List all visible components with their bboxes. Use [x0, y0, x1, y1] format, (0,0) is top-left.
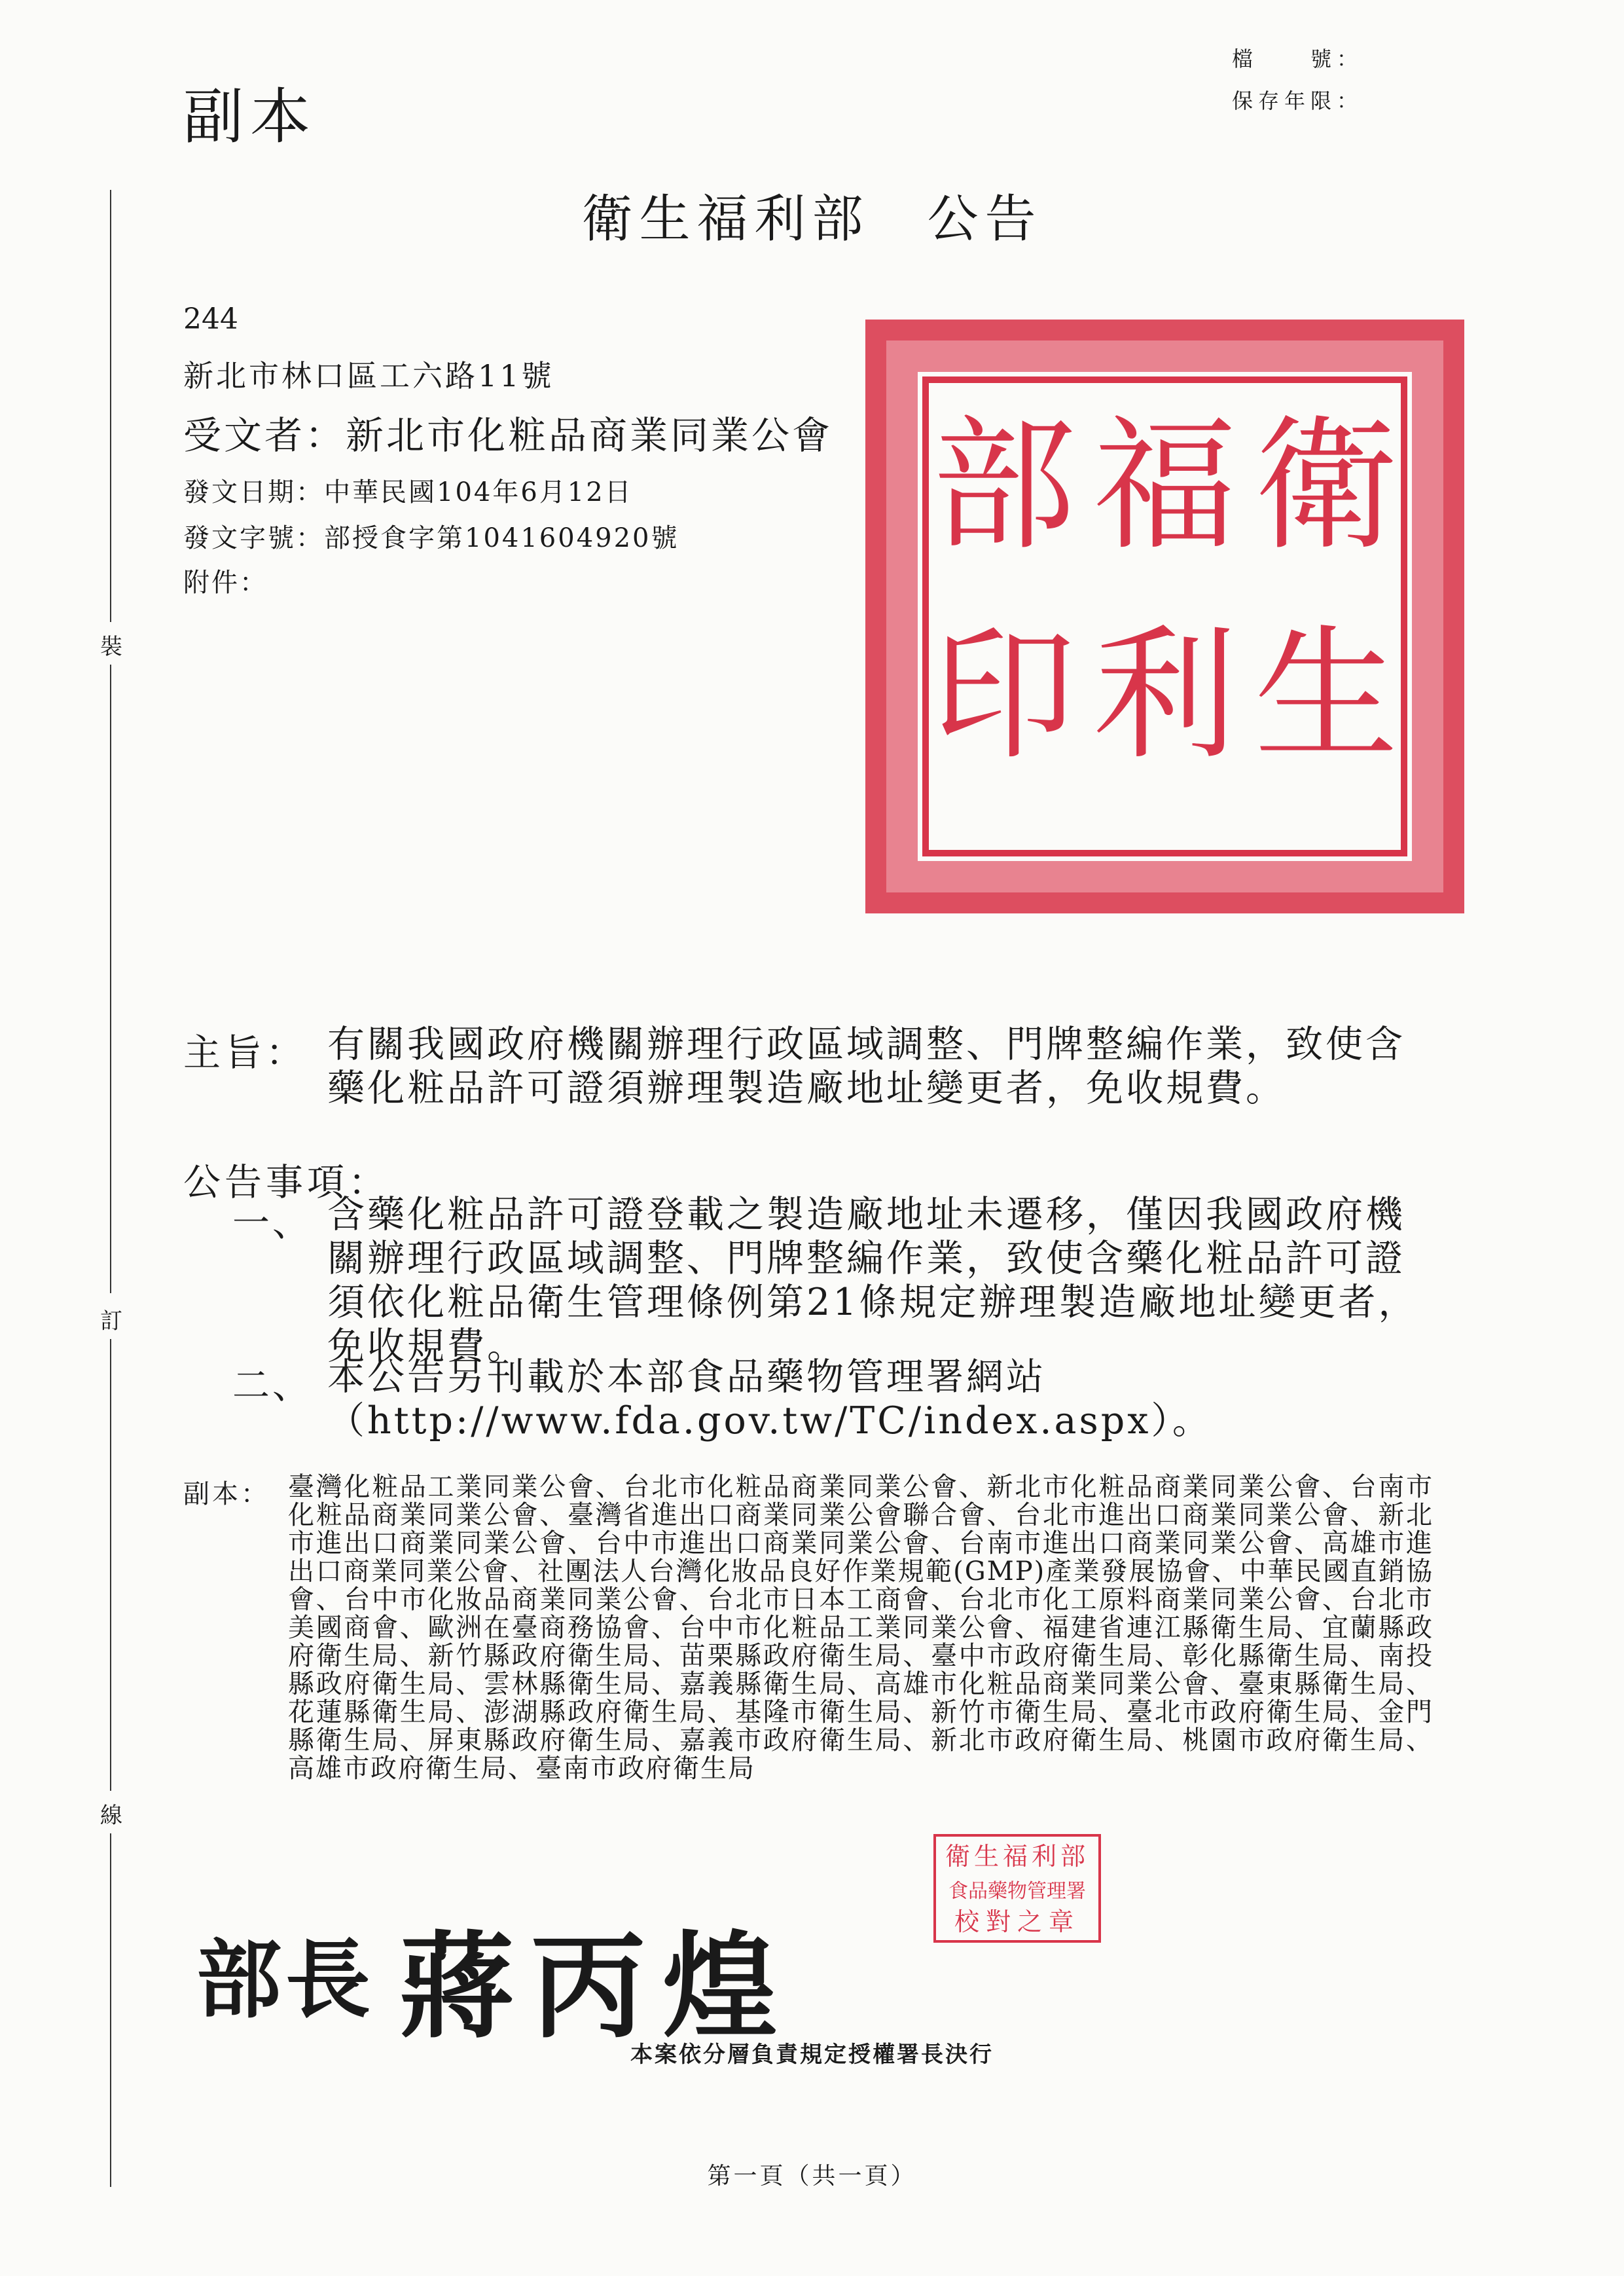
page-number: 第一頁（共一頁）	[707, 2163, 917, 2190]
signature-name: 蔣丙煌	[399, 1920, 794, 2054]
item-2-text: 本公告另刊載於本部食品藥物管理署網站（http://www.fda.gov.tw/TC/index.aspx）。	[327, 1355, 1212, 1442]
items-label: 公告事項：	[183, 1161, 389, 1204]
recipient-address: 新北市林口區工六路11號	[183, 358, 554, 394]
postcode: 244	[183, 303, 238, 336]
binding-mark-xian: 線	[98, 1797, 124, 1829]
attachment: 附件：	[183, 568, 268, 598]
item-1-number: 一、	[232, 1202, 312, 1245]
seal-small-line1: 衛生福利部	[945, 1842, 1090, 1871]
cc-label: 副本：	[183, 1479, 270, 1509]
seal-small-line2: 食品藥物管理署	[948, 1880, 1086, 1903]
seal-char-4: 利	[1092, 612, 1238, 779]
seal-char-5: 部	[931, 402, 1077, 570]
retention-label: 保存年限：	[1232, 88, 1363, 113]
file-meta	[1232, 38, 1363, 122]
issue-number: 發文字號：部授食字第1041604920號	[183, 523, 679, 553]
item-2-number: 二、	[232, 1364, 312, 1407]
issue-date: 發文日期：中華民國104年6月12日	[183, 477, 633, 507]
seal-char-6: 印	[931, 612, 1077, 779]
document-title: 衛生福利部 公告	[581, 190, 1043, 249]
delegation-note: 本案依分層負責規定授權署長決行	[630, 2042, 994, 2068]
subject-text: 有關我國政府機關辦理行政區域調整、門牌整編作業，致使含藥化粧品許可證須辦理製造廠地址變更者，免收規費。	[327, 1023, 1405, 1110]
binding-mark-zhuang: 裝	[98, 629, 124, 661]
official-seal	[865, 320, 1464, 913]
seal-small-line3: 校對之章	[954, 1907, 1081, 1936]
copy-mark: 副本	[183, 82, 317, 152]
seal-char-1: 衛	[1254, 402, 1399, 570]
recipient-name: 受文者：新北市化粧品商業同業公會	[183, 413, 833, 458]
proofreading-seal	[933, 1833, 1102, 1943]
item-1-text: 含藥化粧品許可證登載之製造廠地址未遷移，僅因我國政府機關辦理行政區域調整、門牌整編作業，致使含藥化粧品許可證須依化粧品衛生管理條例第21條規定辦理製造廠地址變更者，免收規費。	[327, 1193, 1418, 1368]
binding-mark-ding: 訂	[98, 1303, 124, 1335]
signature-title: 部長	[196, 1930, 375, 2030]
binding-margin	[98, 190, 124, 2187]
cc-text: 臺灣化粧品工業同業公會、台北市化粧品商業同業公會、新北市化粧品商業同業公會、台南市化粧品商業同業公會、臺灣省進出口商業同業公會聯合會、台北市進出口商業同業公會、新北市進出口商業同業公會、台中市進出口商業同業公會、台南市進出口商業同業公會、高雄市進出口商業同業公會、社團法人台灣化妝品良好作業規範(GMP)產業發展協會、中華民國直銷協會、台中市化妝品商業同業公會、台北市日本工商會、台北市化工原料商業同業公會、台北市美國商會、歐洲在臺商務協會、台中市化粧品工業同業公會、福建省連江縣衛生局、宜蘭縣政府衛生局、新竹縣政府衛生局、苗栗縣政府衛生局、臺中市政府衛生局、彰化縣衛生局、南投縣政府衛生局、雲林縣衛生局、嘉義縣衛生局、高雄市化粧品商業同業公會、臺東縣衛生局、花蓮縣衛生局、澎湖縣政府衛生局、基隆市衛生局、新竹市衛生局、臺北市政府衛生局、金門縣衛生局、屏東縣政府衛生局、嘉義市政府衛生局、新北市政府衛生局、桃園市政府衛生局、高雄市政府衛生局、臺南市政府衛生局	[288, 1472, 1434, 1784]
file-number-label: 檔 號：	[1232, 46, 1363, 71]
seal-char-2: 生	[1254, 612, 1399, 779]
subject-label: 主旨：	[183, 1031, 307, 1074]
seal-char-3: 福	[1092, 402, 1238, 570]
